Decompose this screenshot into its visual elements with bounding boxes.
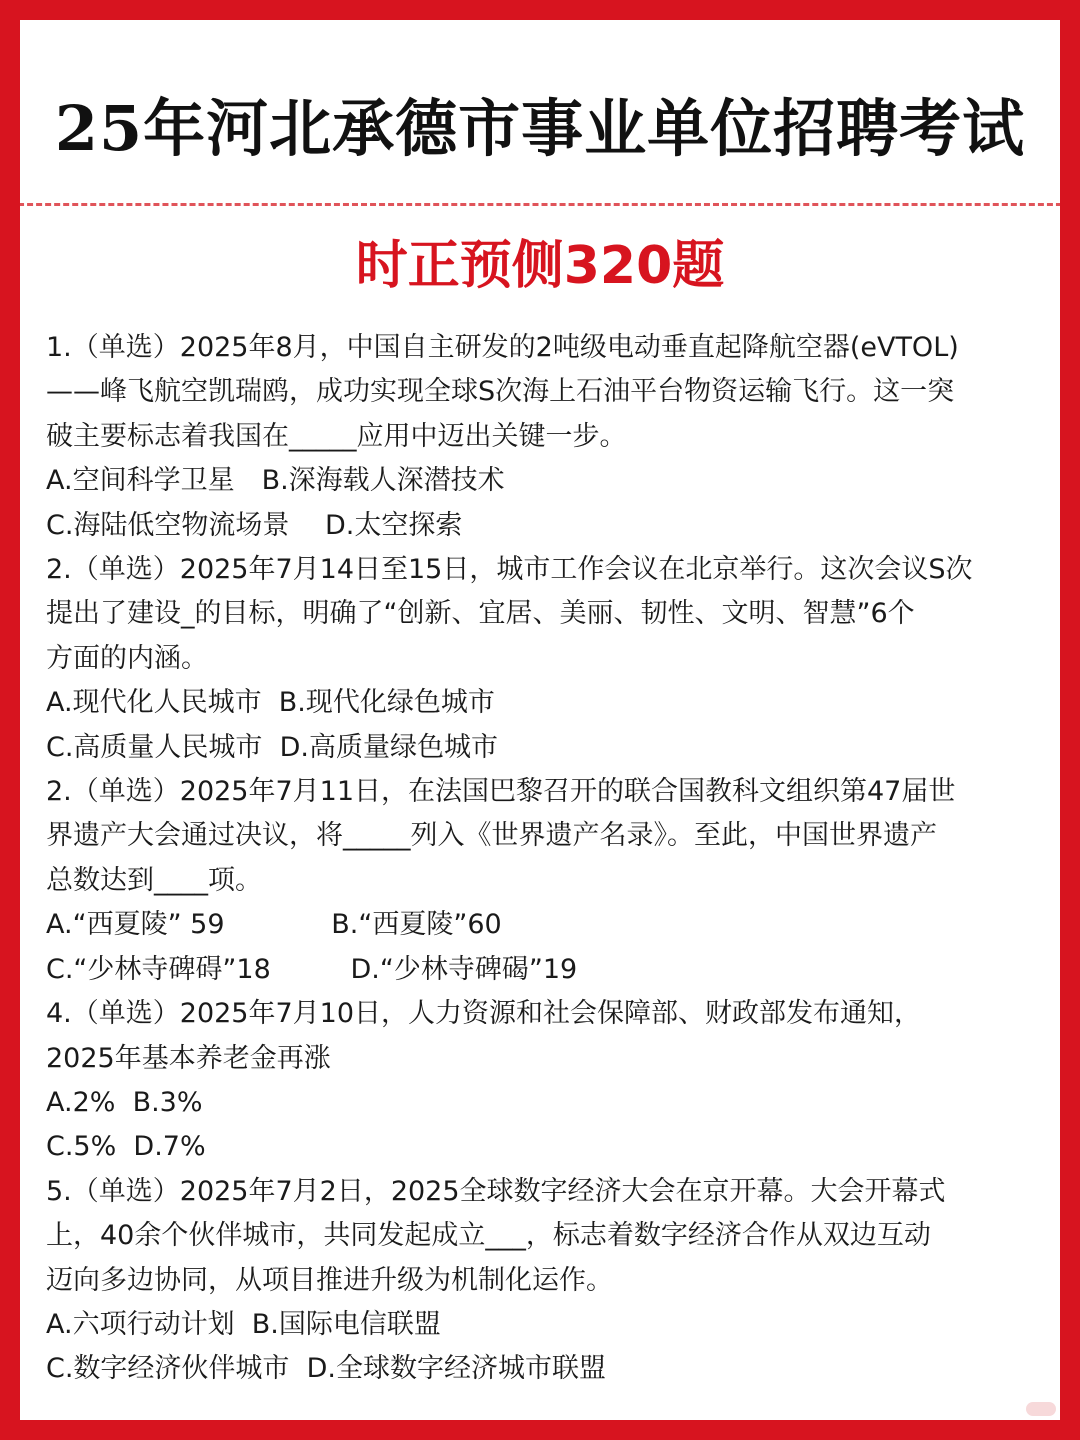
answer-options: A.现代化人民城市 B.现代化绿色城市 [46,687,495,719]
question-text-line: 4.（单选）2025年7月10日，人力资源和社会保障部、财政部发布通知， [46,998,922,1030]
question-2 [46,548,1036,770]
question-5 [46,1170,1036,1392]
question-text-line: ——峰飞航空凯瑞鸥，成功实现全球S次海上石油平台物资运输飞行。这一突 [46,376,955,408]
question-text-line: 总数达到____项。 [46,864,262,896]
question-text-line: 破主要标志着我国在_____应用中迈出关键一步。 [46,420,627,452]
answer-options: C.数字经济伙伴城市 D.全球数字经济城市联盟 [46,1353,606,1385]
question-text-line: 界遗产大会通过决议，将_____列入《世界遗产名录》。至此，中国世界遗产 [46,820,937,852]
dashed-divider [20,203,1060,206]
answer-options: A.六项行动计划 B.国际电信联盟 [46,1308,441,1340]
question-text-line: 上，40余个伙伴城市，共同发起成立___，标志着数字经济合作从双边互动 [46,1220,931,1252]
answer-options: A.空间科学卫星 B.深海载人深潜技术 [46,465,505,497]
watermark-logo [1026,1402,1056,1416]
question-list [46,326,1036,1392]
question-3 [46,770,1036,992]
question-1 [46,326,1036,548]
question-text-line: 2.（单选）2025年7月14日至15日，城市工作会议在北京举行。这次会议S次 [46,554,973,586]
question-4 [46,992,1036,1170]
question-text-line: 提出了建设_的目标，明确了“创新、宜居、美丽、韧性、文明、智慧”6个 [46,598,915,630]
page-title: 25年河北承德市事业单位招聘考试 [54,92,1026,165]
answer-options: C.“少林寺碑碍”18 D.“少林寺碑碣”19 [46,953,578,985]
answer-options: C.5% D.7% [46,1131,206,1163]
question-text-line: 方面的内涵。 [46,642,208,674]
answer-options: C.高质量人民城市 D.高质量绿色城市 [46,731,498,763]
answer-options: C.海陆低空物流场景 D.太空探索 [46,509,463,541]
question-text-line: 2025年基本养老金再涨 [46,1042,331,1074]
question-text-line: 5.（单选）2025年7月2日，2025全球数字经济大会在京开幕。大会开幕式 [46,1175,946,1207]
question-text-line: 迈向多边协同，从项目推进升级为机制化运作。 [46,1264,613,1296]
question-text-line: 1.（单选）2025年8月，中国自主研发的2吨级电动垂直起降航空器(eVTOL) [46,332,959,363]
answer-options: A.2% B.3% [46,1086,203,1118]
question-text-line: 2.（单选）2025年7月11日，在法国巴黎召开的联合国教科文组织第47届世 [46,776,956,808]
page-subtitle: 时正预侧320题 [355,236,725,296]
exam-sheet [20,20,1060,1420]
answer-options: A.“西夏陵” 59 B.“西夏陵”60 [46,909,502,941]
